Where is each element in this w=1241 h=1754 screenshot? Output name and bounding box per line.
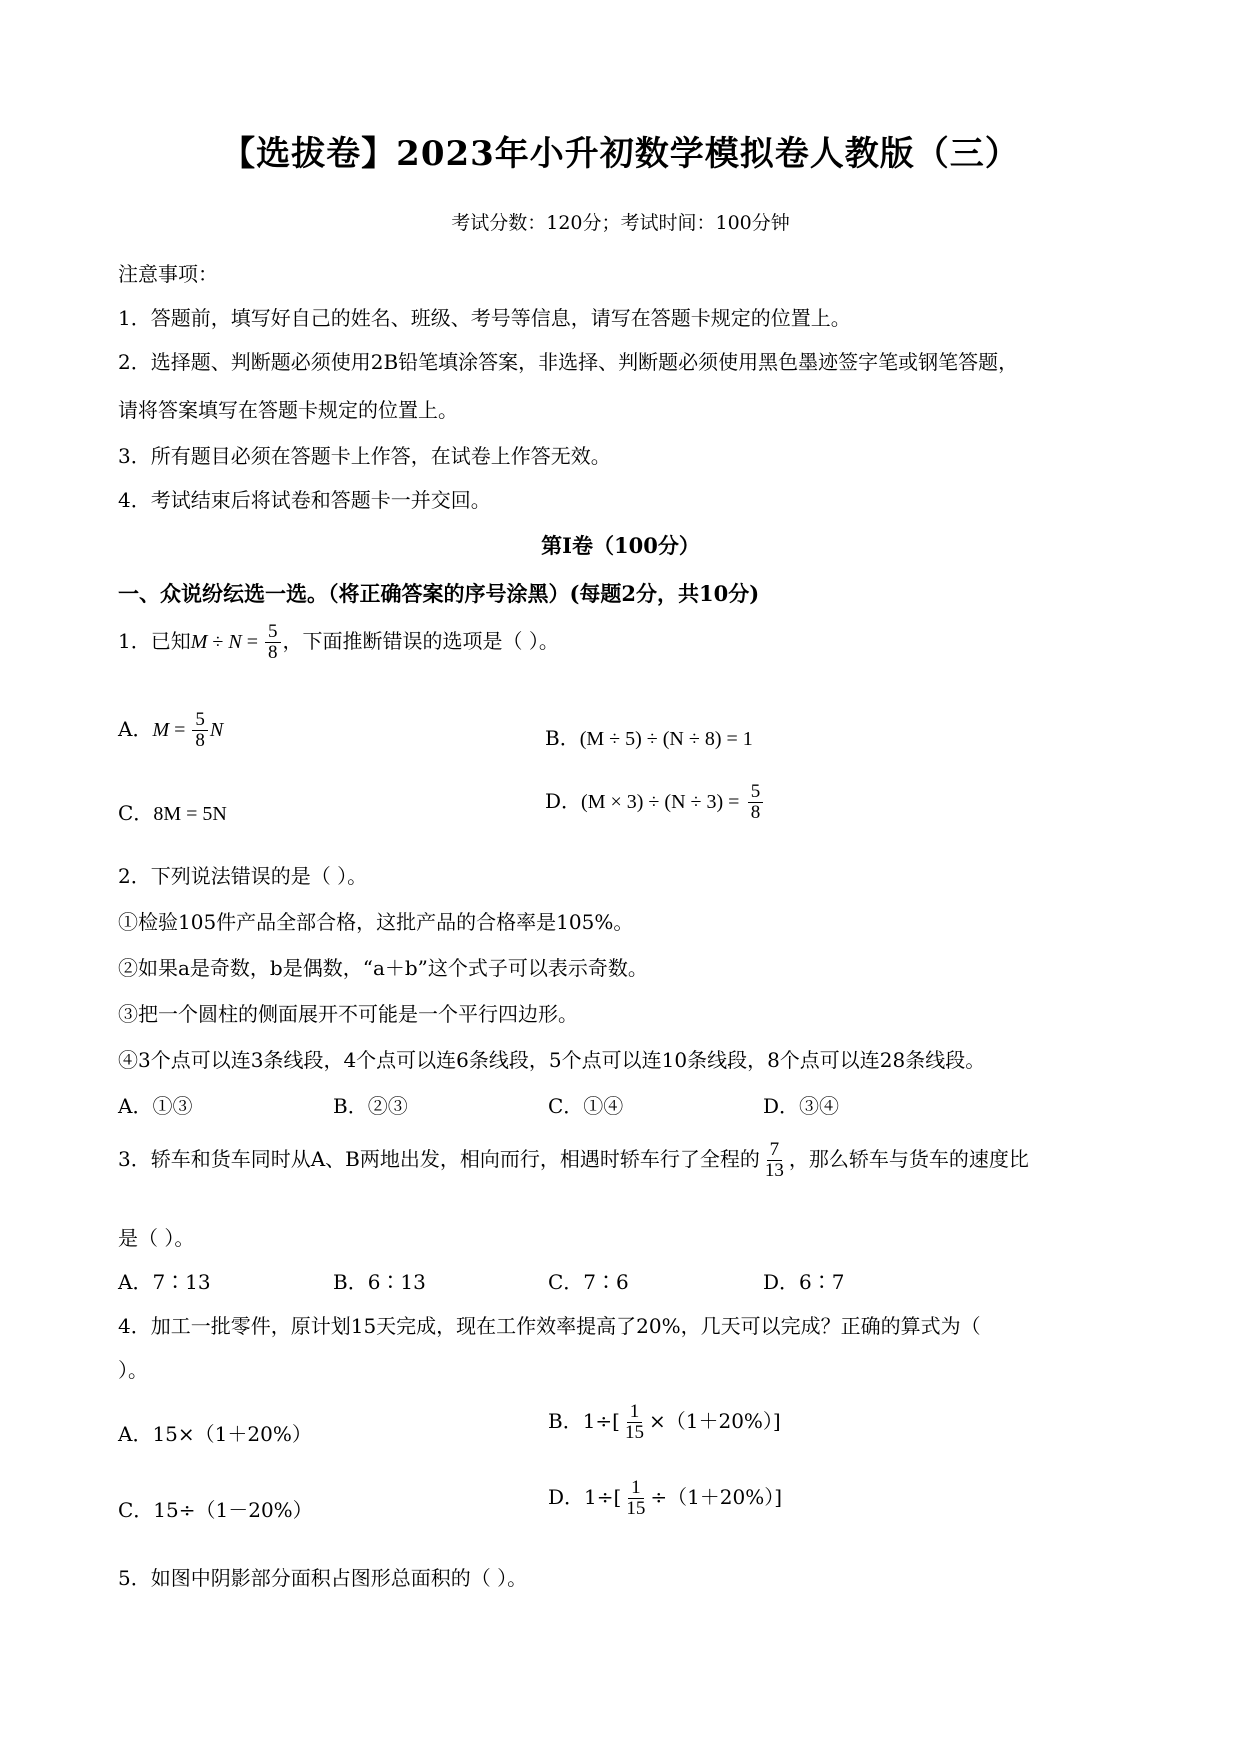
question-2-stem: 2．下列说法错误的是（ ）。 [118, 864, 368, 888]
q1-suffix: ，下面推断错误的选项是（ ）。 [282, 628, 559, 653]
q2-option-b[interactable]: B．②③ [333, 1094, 408, 1118]
question-3-stem: 3．轿车和货车同时从A、B两地出发，相向而行，相遇时轿车行了全程的 $\frac{7}{13}$ ，那么轿车与货车的速度比 [118, 1139, 1029, 1181]
question-4-stem: 4．加工一批零件，原计划15天完成，现在工作效率提高了20%，几天可以完成？正确的算式为（ [118, 1314, 981, 1338]
q2-statement: ①检验105件产品全部合格，这批产品的合格率是105%。 [118, 910, 634, 934]
notice-item: 请将答案填写在答题卡规定的位置上。 [118, 398, 458, 422]
question-5-stem: 5．如图中阴影部分面积占图形总面积的（ ）。 [118, 1566, 528, 1590]
q4-option-c[interactable]: C．15÷（1－20%） [118, 1498, 313, 1522]
part-title: 第I卷（100分） [541, 533, 700, 558]
q1-option-d-fraction: $\frac{5}{8}$ [748, 782, 764, 823]
notice-item: 2．选择题、判断题必须使用2B铅笔填涂答案，非选择、判断题必须使用黑色墨迹签字笔或钢笔答题， [118, 350, 1019, 374]
q1-expression: M ÷ N = [190, 630, 264, 653]
q2-statement: ②如果a是奇数，b是偶数，“a＋b”这个式子可以表示奇数。 [118, 956, 648, 980]
q3-fraction: $\frac{7}{13}$ [764, 1139, 784, 1181]
notice-item: 3．所有题目必须在答题卡上作答，在试卷上作答无效。 [118, 444, 611, 468]
q4-option-b-fraction: $\frac{1}{15}$ [624, 1401, 644, 1443]
q2-option-d[interactable]: D．③④ [763, 1094, 840, 1118]
q3-option-b[interactable]: B．6∶13 [333, 1270, 426, 1294]
exam-info: 考试分数：120分；考试时间：100分钟 [451, 212, 790, 234]
q1-option-d[interactable]: D．(M × 3) ÷ (N ÷ 3) = $\frac{5}{8}$ [545, 782, 765, 823]
question-3-stem-continued: 是（ ）。 [118, 1226, 195, 1250]
q1-prefix: 1．已知 [118, 628, 191, 653]
q2-option-c[interactable]: C．①④ [548, 1094, 624, 1118]
notice-item: 1．答题前，填写好自己的姓名、班级、考号等信息，请写在答题卡规定的位置上。 [118, 306, 851, 330]
notice-item: 4．考试结束后将试卷和答题卡一并交回。 [118, 488, 491, 512]
q2-statement: ③把一个圆柱的侧面展开不可能是一个平行四边形。 [118, 1002, 578, 1026]
q1-fraction: $\frac{5}{8}$ [265, 622, 281, 663]
q2-option-a[interactable]: A．①③ [118, 1094, 193, 1118]
q1-option-a-fraction: $\frac{5}{8}$ [192, 710, 208, 751]
q3-option-a[interactable]: A．7∶13 [118, 1270, 211, 1294]
question-4-stem-continued: ）。 [118, 1358, 148, 1382]
q4-option-d-fraction: $\frac{1}{15}$ [626, 1477, 646, 1519]
q1-option-c[interactable]: C．8M = 5N [118, 801, 227, 825]
notice-heading: 注意事项： [118, 262, 218, 286]
q4-option-d[interactable]: D．1÷[ $\frac{1}{15}$ ÷（1＋20%）] [548, 1477, 783, 1519]
q4-option-b[interactable]: B．1÷[ $\frac{1}{15}$ ×（1＋20%）] [548, 1401, 781, 1443]
q1-option-b[interactable]: B．(M ÷ 5) ÷ (N ÷ 8) = 1 [545, 726, 753, 750]
q2-statement: ④3个点可以连3条线段，4个点可以连6条线段，5个点可以连10条线段，8个点可以连28条线段。 [118, 1048, 986, 1072]
q4-option-a[interactable]: A．15×（1＋20%） [118, 1422, 312, 1446]
q3-option-d[interactable]: D．6∶7 [763, 1270, 845, 1294]
q1-option-a[interactable]: A．M = $\frac{5}{8}$ N [118, 709, 224, 751]
q3-option-c[interactable]: C．7∶6 [548, 1270, 629, 1294]
page-title: 【选拔卷】2023年小升初数学模拟卷人教版（三） [221, 134, 1020, 174]
section-title: 一、众说纷纭选一选。（将正确答案的序号涂黑）(每题2分，共10分) [118, 581, 760, 606]
question-1-stem [118, 622, 559, 663]
